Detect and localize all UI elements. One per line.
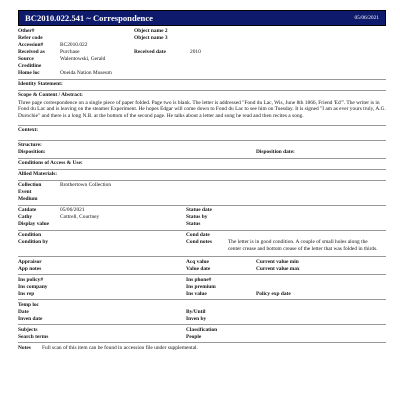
label-appraisor: Appraisor (18, 258, 42, 265)
row-context (18, 127, 386, 134)
row-collection (18, 182, 386, 189)
label-accession: Accession# (18, 42, 44, 48)
divider (18, 140, 386, 141)
row-ins-company (18, 284, 386, 291)
value-home-loc: Oneida Nation Museum (60, 70, 112, 76)
row-received-as (18, 49, 386, 56)
label-medium: Medium (18, 196, 38, 203)
label-condition: Condition (18, 232, 42, 239)
row-ins-rep (18, 291, 386, 298)
label-object-name-2: Object name 2 (134, 28, 168, 34)
label-classification: Classification (186, 326, 218, 333)
divider (18, 79, 386, 80)
divider (18, 299, 386, 300)
divider (18, 205, 386, 206)
label-subjects: Subjects (18, 326, 38, 333)
label-status: Status (186, 221, 201, 228)
value-catdate: 05/06/2021 (60, 207, 85, 214)
label-statue-date: Statue date (186, 207, 212, 214)
row-scope-content (18, 92, 386, 99)
record-title: BC2010.022.541 ~ Correspondence (25, 12, 153, 23)
value-cond-notes: The letter is in good condition. A couple of small holes along the center crease and bottom crease of the letter that was folded in thirds. (228, 239, 378, 253)
label-other-num: Other# (18, 28, 35, 34)
value-received-date: 2010 (190, 49, 201, 55)
record-header (18, 10, 386, 26)
label-display-value: Display value (18, 221, 50, 228)
label-notes: Notes (18, 344, 31, 351)
row-identity-statement (18, 81, 386, 88)
label-disposition: Disposition: (18, 149, 46, 156)
row-creditline (18, 63, 386, 70)
row-source (18, 56, 386, 63)
label-ins-policy: Ins policy# (18, 276, 44, 283)
divider (18, 342, 386, 343)
label-context: Context: (18, 127, 39, 134)
label-received-date: Received date (134, 49, 166, 55)
label-inven-date: Inven date (18, 315, 43, 322)
row-display-value (18, 221, 386, 228)
label-collection: Collection (18, 182, 42, 189)
label-search-terms: Search terms (18, 333, 49, 340)
label-ins-phone: Ins phone# (186, 276, 212, 283)
label-creditline: Creditline (18, 63, 42, 69)
label-inven-by: Inven by (186, 315, 207, 322)
row-subjects (18, 327, 386, 334)
label-allied-materials: Allied Materials: (18, 171, 58, 178)
label-temp-loc: Temp loc (18, 301, 39, 308)
label-status-by: Status by (186, 214, 208, 221)
value-accession: BC2010.022 (60, 42, 88, 48)
row-search-terms (18, 334, 386, 341)
divider (18, 324, 386, 325)
divider (18, 158, 386, 159)
row-cathy (18, 214, 386, 221)
row-inven-date (18, 316, 386, 323)
label-acq-value: Acq value (186, 258, 209, 265)
label-object-name-3: Object name 3 (134, 35, 168, 41)
label-ins-value: Ins value (186, 290, 207, 297)
label-event: Event (18, 189, 32, 196)
row-app-notes (18, 266, 386, 273)
row-structure (18, 142, 386, 149)
label-app-notes: App notes (18, 265, 42, 272)
label-cond-date: Cond date (186, 232, 210, 239)
label-home-loc: Home loc (18, 70, 40, 76)
label-received-as: Received as (18, 49, 45, 55)
scope-content-text: Three page correspondence on a single piece of paper folded. Page two is blank. The letter is addressed "Fond du Lac, Wis, June 8th 1866, Friend 'Ed'". The writer is in Fond du Lac and is leaving on the steamer Experiment. He hopes Edgar will come down to Fond du Lac to see him on Tuesday. It is signed "I am as ever yours truly, A.G. Durochie" and there is a long N.B. at the bottom of the second page. He talks about a letter and song he read and then recites a song. (18, 100, 386, 119)
label-cathy: Cathy (18, 214, 33, 221)
label-ins-premium: Ins premium (186, 283, 216, 290)
divider (18, 230, 386, 231)
value-notes: Full scan of this item can be found in accession file under supplemental. (42, 344, 198, 351)
row-allied-materials (18, 171, 386, 178)
divider (18, 274, 386, 275)
row-medium (18, 196, 386, 203)
label-ins-company: Ins company (18, 283, 48, 290)
row-condition-by (18, 239, 386, 253)
row-appraisor (18, 259, 386, 266)
label-current-value-min: Current value min (256, 258, 299, 265)
label-disposition-date: Disposition date: (256, 149, 295, 156)
label-value-date: Value date (186, 265, 211, 272)
divider (18, 256, 386, 257)
label-date: Date (18, 308, 29, 315)
label-policy-exp-date: Policy exp date (256, 290, 291, 297)
label-structure: Structure: (18, 142, 42, 149)
row-ins-policy (18, 277, 386, 284)
row-catdate (18, 207, 386, 214)
row-home-loc (18, 70, 386, 77)
label-ins-rep: Ins rep (18, 290, 35, 297)
label-cond-notes: Cond notes (186, 239, 212, 246)
label-current-value-max: Current value max (256, 265, 300, 272)
value-received-as: Purchase (60, 49, 80, 55)
value-source: Walentowski, Gerald (60, 56, 106, 62)
divider (18, 90, 386, 91)
label-refer-code: Refer code (18, 35, 43, 41)
divider (18, 169, 386, 170)
row-disposition (18, 149, 386, 156)
row-notes (18, 345, 386, 352)
value-collection: Brothertown Collection (60, 182, 112, 189)
row-date (18, 309, 386, 316)
label-catdate: Catdate (18, 207, 37, 214)
label-condition-by: Condition by (18, 239, 49, 246)
label-scope-content: Scope & Content / Abstract: (18, 92, 83, 98)
row-accession (18, 42, 386, 49)
label-source: Source (18, 56, 34, 62)
label-conditions-access: Conditions of Access & Use: (18, 160, 83, 167)
record-date: 05/06/2021 (354, 14, 379, 21)
row-conditions-access (18, 160, 386, 167)
label-people: People (186, 333, 202, 340)
label-identity-statement: Identity Statement: (18, 81, 63, 87)
row-event (18, 189, 386, 196)
divider (18, 180, 386, 181)
value-cathy: Cottrell, Courtney (60, 214, 100, 221)
row-refer-code (18, 35, 386, 42)
label-by-until: By/Until (186, 308, 206, 315)
row-other-num (18, 28, 386, 35)
divider (18, 125, 386, 126)
row-temp-loc (18, 302, 386, 309)
